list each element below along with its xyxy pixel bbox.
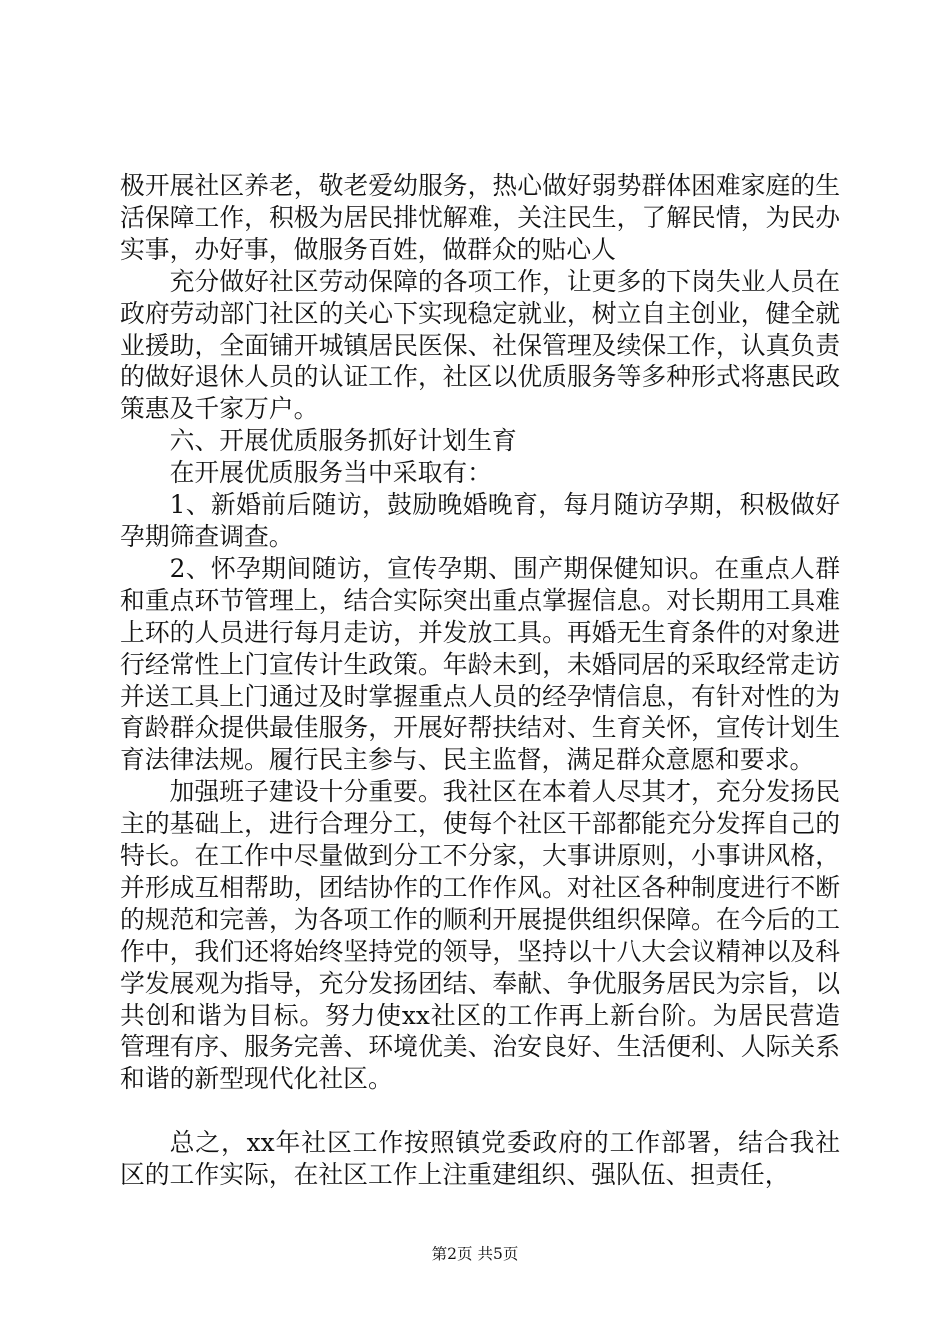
- paragraph-summary: 总之，xx年社区工作按照镇党委政府的工作部署，结合我社区的工作实际，在社区工作上注重建组织、强队伍、担责任，: [120, 1128, 840, 1190]
- document-body: [120, 170, 840, 1191]
- list-item-pregnancy-visits: 2、怀孕期间随访，宣传孕期、围产期保健知识。在重点人群和重点环节管理上，结合实际突出重点掌握信息。对长期用工具难上环的人员进行每月走访，并发放工具。再婚无生育条件的对象进行经常性上门宣传计生政策。年龄未到，未婚同居的采取经常走访并送工具上门通过及时掌握重点人员的经孕情信息，有针对性的为育龄群众提供最佳服务，开展好帮扶结对、生育关怀，宣传计划生育法律法规。履行民主参与、民主监督，满足群众意愿和要求。: [120, 553, 840, 775]
- page-number-footer: 第2页 共5页: [431, 1245, 519, 1263]
- paragraph-service-intro: 在开展优质服务当中采取有：: [169, 458, 492, 488]
- paragraph-labor-security: 充分做好社区劳动保障的各项工作，让更多的下岗失业人员在政府劳动部门社区的关心下实现稳定就业，树立自主创业，健全就业援助，全面铺开城镇居民医保、社保管理及续保工作，认真负责的做好退休人员的认证工作，社区以优质服务等多种形式将惠民政策惠及千家万户。: [120, 266, 840, 424]
- paragraph-team-building: 加强班子建设十分重要。我社区在本着人尽其才，充分发扬民主的基础上，进行合理分工，使每个社区干部都能充分发挥自己的特长。在工作中尽量做到分工不分家，大事讲原则，小事讲风格，并形成互相帮助，团结协作的工作作风。对社区各种制度进行不断的规范和完善，为各项工作的顺利开展提供组织保障。在今后的工作中，我们还将始终坚持党的领导，坚持以十八大会议精神以及科学发展观为指导，充分发扬团结、奉献、争优服务居民为宗旨，以共创和谐为目标。努力使xx社区的工作再上新台阶。为居民营造管理有序、服务完善、环境优美、治安良好、生活便利、人际关系和谐的新型现代化社区。: [120, 777, 840, 1094]
- list-item-newlywed-visits: 1、新婚前后随访，鼓励晚婚晚育，每月随访孕期，积极做好孕期筛查调查。: [120, 490, 840, 551]
- paragraph-elderly-services: 极开展社区养老，敬老爱幼服务，热心做好弱势群体困难家庭的生活保障工作，积极为居民排忧解难，关注民生，了解民情，为民办实事，办好事，做服务百姓，做群众的贴心人: [120, 171, 840, 264]
- section-heading-family-planning: 六、开展优质服务抓好计划生育: [169, 426, 517, 456]
- paragraph-spacer: [120, 1095, 840, 1127]
